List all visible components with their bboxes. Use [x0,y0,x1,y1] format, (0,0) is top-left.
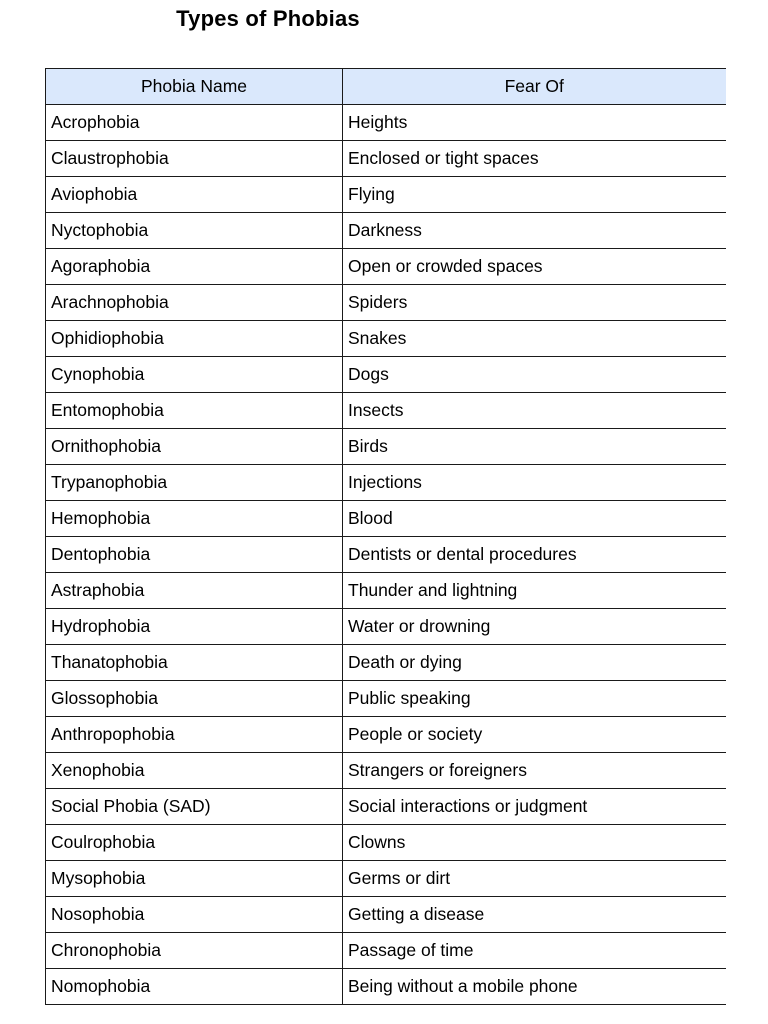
cell-fear-of: Dentists or dental procedures [343,537,726,573]
table-row [46,177,726,213]
table-row [46,393,726,429]
cell-fear-of: Being without a mobile phone [343,969,726,1005]
table-row [46,429,726,465]
cell-phobia-name: Trypanophobia [46,465,343,501]
table-row [46,357,726,393]
cell-phobia-name: Hemophobia [46,501,343,537]
table-row [46,645,726,681]
cell-phobia-name: Cynophobia [46,357,343,393]
cell-fear-of: Passage of time [343,933,726,969]
cell-phobia-name: Mysophobia [46,861,343,897]
table-row [46,789,726,825]
header-fear-of: Fear Of [343,69,726,105]
header-row [46,69,726,105]
cell-fear-of: Birds [343,429,726,465]
table-row [46,141,726,177]
cell-fear-of: Darkness [343,213,726,249]
cell-fear-of: Enclosed or tight spaces [343,141,726,177]
table-row [46,681,726,717]
cell-fear-of: Death or dying [343,645,726,681]
table-row [46,321,726,357]
cell-phobia-name: Claustrophobia [46,141,343,177]
cell-fear-of: Flying [343,177,726,213]
table-row [46,573,726,609]
table-row [46,465,726,501]
table-row [46,717,726,753]
cell-phobia-name: Anthropophobia [46,717,343,753]
table-row [46,285,726,321]
cell-fear-of: Getting a disease [343,897,726,933]
cell-fear-of: Injections [343,465,726,501]
table-body [46,105,726,1005]
cell-phobia-name: Aviophobia [46,177,343,213]
table-row [46,537,726,573]
cell-fear-of: Heights [343,105,726,141]
cell-phobia-name: Agoraphobia [46,249,343,285]
cell-fear-of: Open or crowded spaces [343,249,726,285]
cell-fear-of: Public speaking [343,681,726,717]
table-row [46,933,726,969]
cell-fear-of: Water or drowning [343,609,726,645]
cell-phobia-name: Acrophobia [46,105,343,141]
page-title: Types of Phobias [176,6,360,31]
table-row [46,753,726,789]
cell-phobia-name: Entomophobia [46,393,343,429]
cell-fear-of: Blood [343,501,726,537]
cell-phobia-name: Nomophobia [46,969,343,1005]
cell-phobia-name: Ophidiophobia [46,321,343,357]
cell-fear-of: Dogs [343,357,726,393]
cell-phobia-name: Ornithophobia [46,429,343,465]
cell-fear-of: Spiders [343,285,726,321]
table-row [46,969,726,1005]
cell-phobia-name: Nyctophobia [46,213,343,249]
table-row [46,249,726,285]
cell-phobia-name: Thanatophobia [46,645,343,681]
table-row [46,105,726,141]
table-header [46,69,726,105]
cell-phobia-name: Arachnophobia [46,285,343,321]
header-phobia-name: Phobia Name [46,69,343,105]
cell-fear-of: Insects [343,393,726,429]
cell-fear-of: Strangers or foreigners [343,753,726,789]
cell-phobia-name: Glossophobia [46,681,343,717]
cell-phobia-name: Social Phobia (SAD) [46,789,343,825]
table-row [46,609,726,645]
table-row [46,501,726,537]
table-row [46,897,726,933]
cell-fear-of: Thunder and lightning [343,573,726,609]
cell-fear-of: Germs or dirt [343,861,726,897]
table-row [46,825,726,861]
cell-fear-of: Snakes [343,321,726,357]
cell-fear-of: Social interactions or judgment [343,789,726,825]
table-row [46,213,726,249]
cell-fear-of: Clowns [343,825,726,861]
cell-phobia-name: Astraphobia [46,573,343,609]
cell-phobia-name: Xenophobia [46,753,343,789]
table-row [46,861,726,897]
cell-fear-of: People or society [343,717,726,753]
cell-phobia-name: Coulrophobia [46,825,343,861]
cell-phobia-name: Nosophobia [46,897,343,933]
cell-phobia-name: Dentophobia [46,537,343,573]
cell-phobia-name: Chronophobia [46,933,343,969]
phobia-table [45,68,726,1005]
cell-phobia-name: Hydrophobia [46,609,343,645]
